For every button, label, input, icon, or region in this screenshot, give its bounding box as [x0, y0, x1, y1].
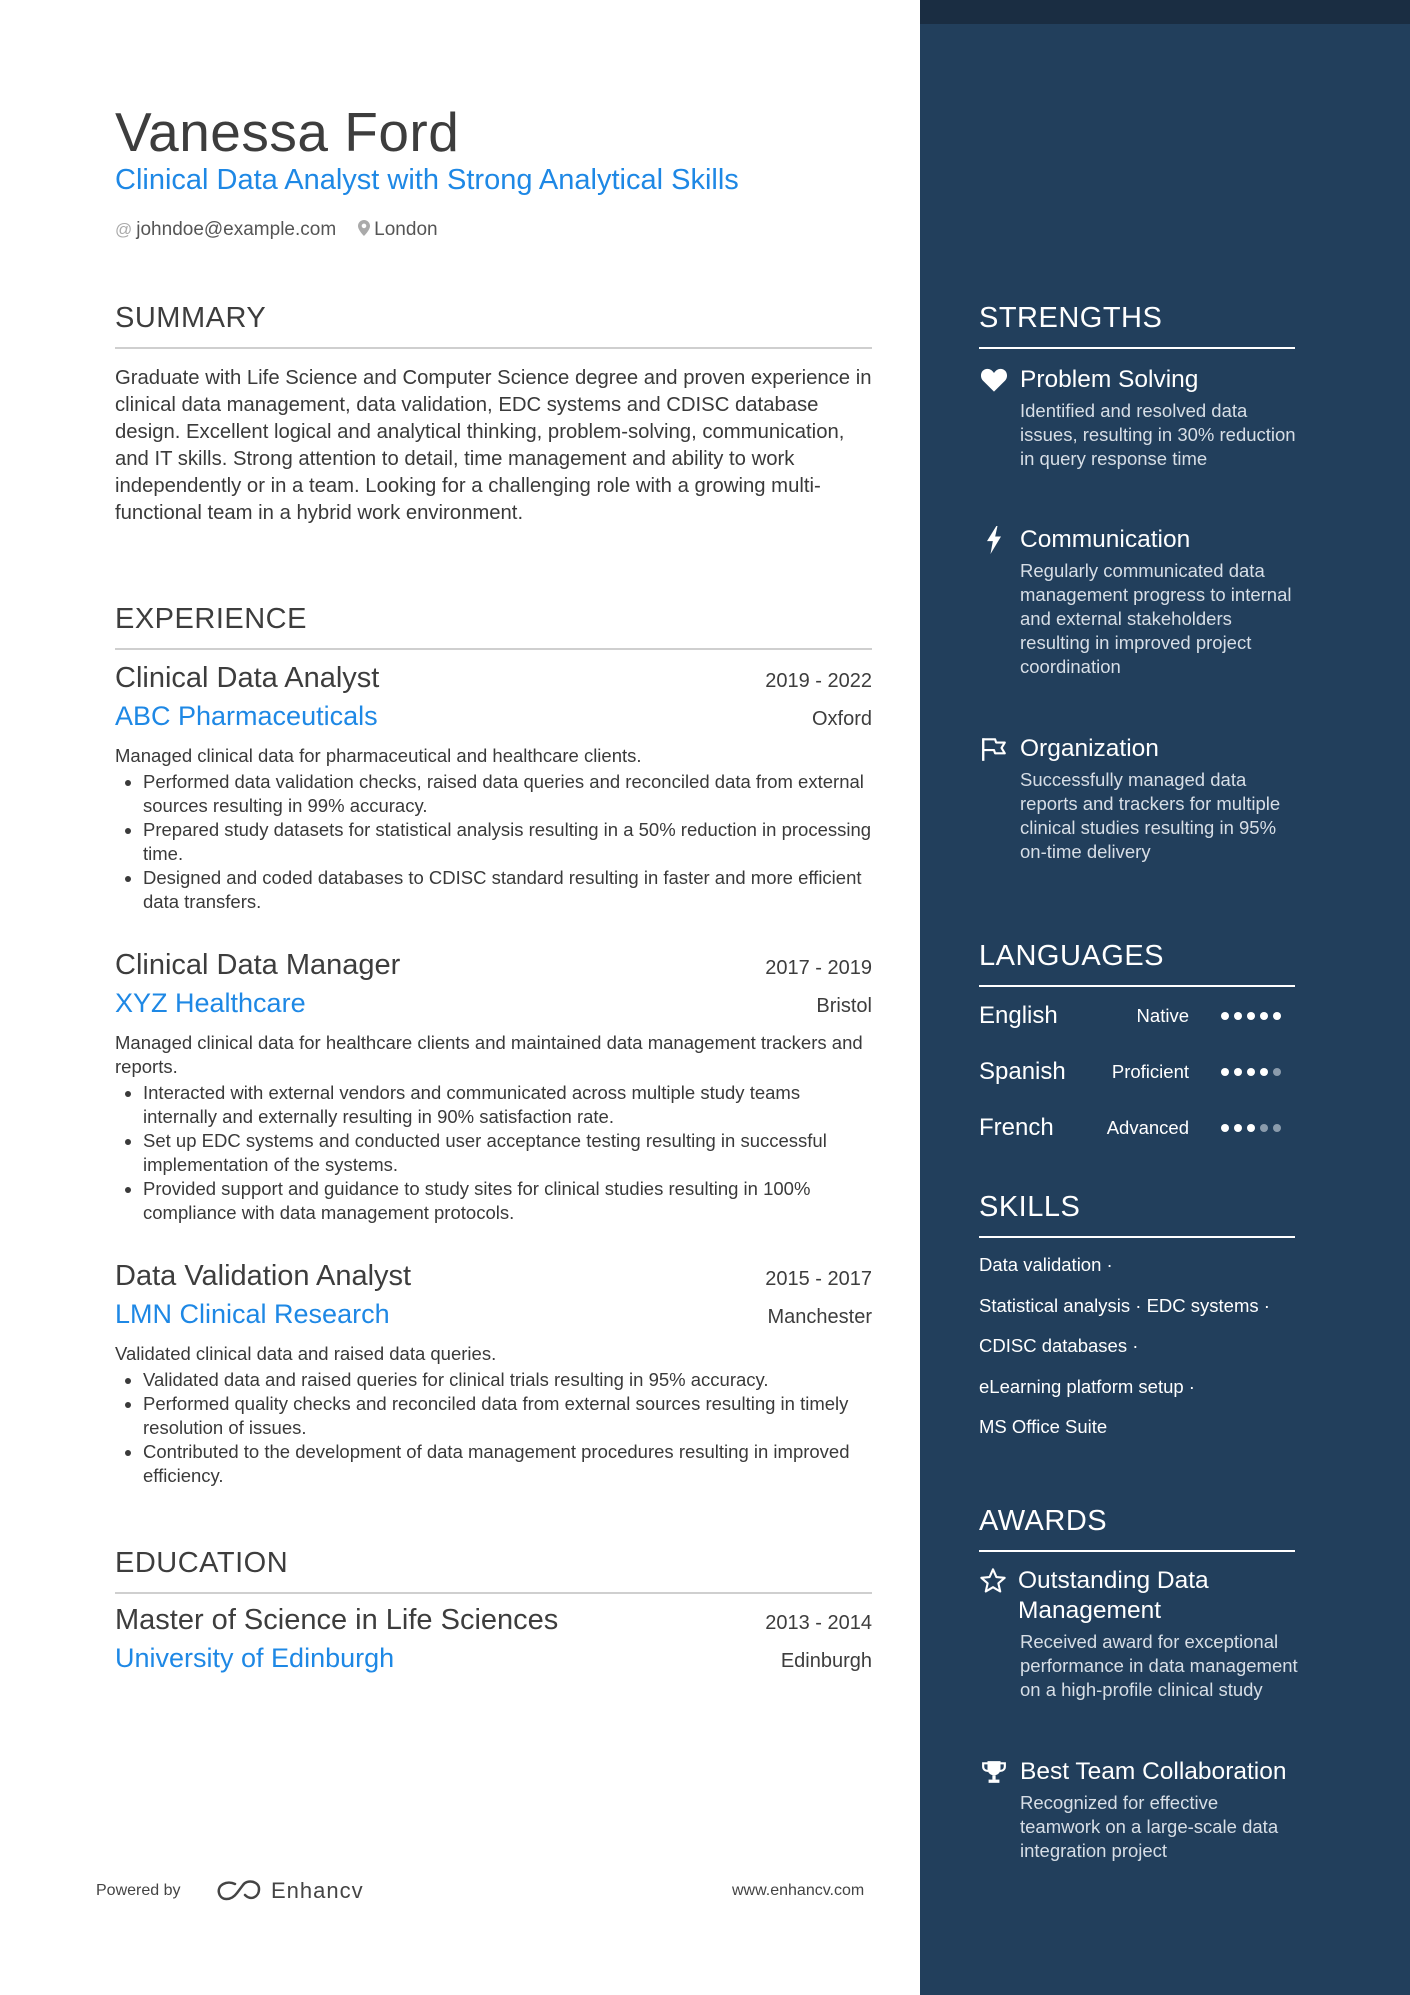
job-location: Bristol — [816, 995, 872, 1017]
rating-dot — [1273, 1124, 1281, 1132]
skills-heading: SKILLS — [979, 1191, 1295, 1238]
languages-heading: LANGUAGES — [979, 940, 1295, 987]
rating-dot — [1234, 1012, 1242, 1020]
language-rating — [1221, 1124, 1281, 1132]
job-description: Validated clinical data and raised data queries. — [115, 1343, 497, 1364]
summary-heading: SUMMARY — [115, 302, 872, 349]
contact-info — [115, 219, 438, 241]
rating-dot — [1234, 1068, 1242, 1076]
rating-dot — [1260, 1012, 1268, 1020]
job-description: Managed clinical data for pharmaceutical and healthcare clients. — [115, 745, 642, 766]
bolt-icon — [979, 525, 1009, 555]
star-icon — [979, 1566, 1007, 1596]
skill-line: CDISC databases · — [979, 1335, 1139, 1356]
rating-dot — [1247, 1124, 1255, 1132]
awards-heading: AWARDS — [979, 1505, 1295, 1552]
job-description: Managed clinical data for healthcare clients and maintained data management trackers and reports. — [115, 1032, 863, 1077]
skill-line: eLearning platform setup · — [979, 1376, 1195, 1397]
job-company: LMN Clinical Research — [115, 1299, 390, 1329]
job-title: Clinical Data Manager — [115, 949, 401, 981]
strength-item — [979, 734, 1299, 864]
strength-name: Problem Solving — [1020, 366, 1199, 393]
summary-text: Graduate with Life Science and Computer Science degree and proven experience in clinical data management, data validation, EDC systems and CDISC database design. Excellent logical and analytical thinking, problem-solving, communication, and IT skills. Strong attention to detail, time management and ability to work independently or in a team. Looking for a challenging role with a growing multi-functional team in a hybrid work environment. — [115, 367, 872, 524]
enhancv-logo-icon — [215, 1879, 263, 1903]
location-pin-icon — [358, 220, 370, 241]
rating-dot — [1260, 1068, 1268, 1076]
job-company: ABC Pharmaceuticals — [115, 701, 378, 731]
trophy-icon — [979, 1757, 1009, 1787]
job-location: Oxford — [811, 708, 872, 730]
language-rating — [1221, 1068, 1281, 1076]
language-level: Advanced — [1106, 1117, 1189, 1138]
job-company: XYZ Healthcare — [115, 988, 306, 1018]
job-bullet: • Contributed to the development of data management procedures resulting in improved efficiency. — [143, 1440, 872, 1488]
rating-dot — [1260, 1124, 1268, 1132]
skill-line: Data validation · — [979, 1254, 1113, 1275]
strength-name: Communication — [1020, 526, 1191, 553]
award-text: Recognized for effective teamwork on a large-scale data integration project — [1020, 1792, 1279, 1861]
language-level: Proficient — [1111, 1061, 1189, 1082]
job-bullet: • Provided support and guidance to study sites for clinical studies resulting in 100% compliance with data management protocols. — [143, 1177, 872, 1225]
rating-dot — [1221, 1068, 1229, 1076]
job-location: Manchester — [767, 1306, 872, 1328]
language-rating — [1221, 1012, 1281, 1020]
rating-dot — [1247, 1068, 1255, 1076]
job-dates: 2017 - 2019 — [765, 957, 872, 979]
strength-text: Regularly communicated data management progress to internal and external stakeholders resulting in improved project coordination — [1020, 560, 1292, 677]
strength-item — [979, 525, 1299, 679]
job-bullet: • Set up EDC systems and conducted user acceptance testing resulting in successful implementation of the systems. — [143, 1129, 872, 1177]
rating-dot — [1273, 1068, 1281, 1076]
job-bullet: • Prepared study datasets for statistical analysis resulting in a 50% reduction in processing time. — [143, 818, 872, 866]
rating-dot — [1273, 1012, 1281, 1020]
enhancv-logo[interactable] — [215, 1878, 364, 1904]
job-title: Clinical Data Analyst — [115, 662, 380, 694]
experience-item — [115, 1260, 872, 1488]
job-bullet: • Performed quality checks and reconciled data from external sources resulting in timely resolution of issues. — [143, 1392, 872, 1440]
strength-name: Organization — [1020, 735, 1159, 762]
email-text: johndoe@example.com — [136, 219, 337, 240]
school-location: Edinburgh — [780, 1650, 872, 1672]
job-bullets — [115, 1081, 872, 1225]
language-item — [979, 1114, 1295, 1142]
experience-item — [115, 662, 872, 914]
strengths-heading: STRENGTHS — [979, 302, 1295, 349]
job-bullet: • Performed data validation checks, raised data queries and reconciled data from external sources resulting in 99% accuracy. — [143, 770, 872, 818]
degree-title: Master of Science in Life Sciences — [115, 1604, 559, 1636]
job-dates: 2015 - 2017 — [765, 1268, 872, 1290]
rating-dot — [1221, 1012, 1229, 1020]
experience-heading: EXPERIENCE — [115, 603, 872, 650]
job-bullet: • Designed and coded databases to CDISC standard resulting in faster and more efficient data transfers. — [143, 866, 872, 914]
location-item — [358, 219, 437, 241]
location-text: London — [374, 219, 438, 240]
candidate-name: Vanessa Ford — [115, 101, 460, 163]
award-name: Best Team Collaboration — [1020, 1758, 1287, 1785]
award-item — [979, 1566, 1299, 1702]
language-name: English — [979, 1002, 1058, 1029]
education-item — [115, 1604, 872, 1674]
strength-text: Successfully managed data reports and trackers for multiple clinical studies resulting in 95% on-time delivery — [1020, 769, 1281, 862]
rating-dot — [1221, 1124, 1229, 1132]
job-bullets — [115, 1368, 872, 1488]
language-item — [979, 1058, 1295, 1086]
powered-by-text: Powered by — [96, 1882, 181, 1899]
award-name: Outstanding Data Management — [1018, 1567, 1209, 1624]
education-dates: 2013 - 2014 — [765, 1612, 872, 1634]
award-text: Received award for exceptional performance in data management on a high-profile clinical study — [1020, 1631, 1298, 1700]
skill-line: MS Office Suite — [979, 1416, 1108, 1437]
language-name: Spanish — [979, 1058, 1066, 1085]
job-title: Data Validation Analyst — [115, 1260, 412, 1292]
footer-url[interactable]: www.enhancv.com — [732, 1882, 865, 1899]
sidebar-top-band — [920, 0, 1410, 24]
at-icon: @ — [115, 220, 133, 239]
job-bullet: • Interacted with external vendors and communicated across multiple study teams internally and externally resulting in 90% satisfaction rate. — [143, 1081, 872, 1129]
flag-icon — [979, 734, 1009, 764]
experience-item — [115, 949, 872, 1225]
language-level: Native — [1136, 1005, 1189, 1026]
language-name: French — [979, 1114, 1054, 1141]
education-heading: EDUCATION — [115, 1547, 872, 1594]
language-item — [979, 1002, 1295, 1030]
strength-item — [979, 365, 1299, 471]
school-name: University of Edinburgh — [115, 1643, 395, 1673]
award-item — [979, 1757, 1299, 1863]
enhancv-brand: Enhancv — [271, 1878, 364, 1903]
job-dates: 2019 - 2022 — [765, 670, 872, 692]
rating-dot — [1247, 1012, 1255, 1020]
strength-text: Identified and resolved data issues, resulting in 30% reduction in query response time — [1020, 400, 1296, 469]
rating-dot — [1234, 1124, 1242, 1132]
heart-icon — [979, 365, 1009, 395]
candidate-headline: Clinical Data Analyst with Strong Analytical Skills — [115, 164, 739, 196]
job-bullet: • Validated data and raised queries for clinical trials resulting in 95% accuracy. — [143, 1368, 872, 1392]
skill-line: Statistical analysis · EDC systems · — [979, 1295, 1270, 1316]
email-item[interactable] — [115, 219, 336, 241]
job-bullets — [115, 770, 872, 914]
